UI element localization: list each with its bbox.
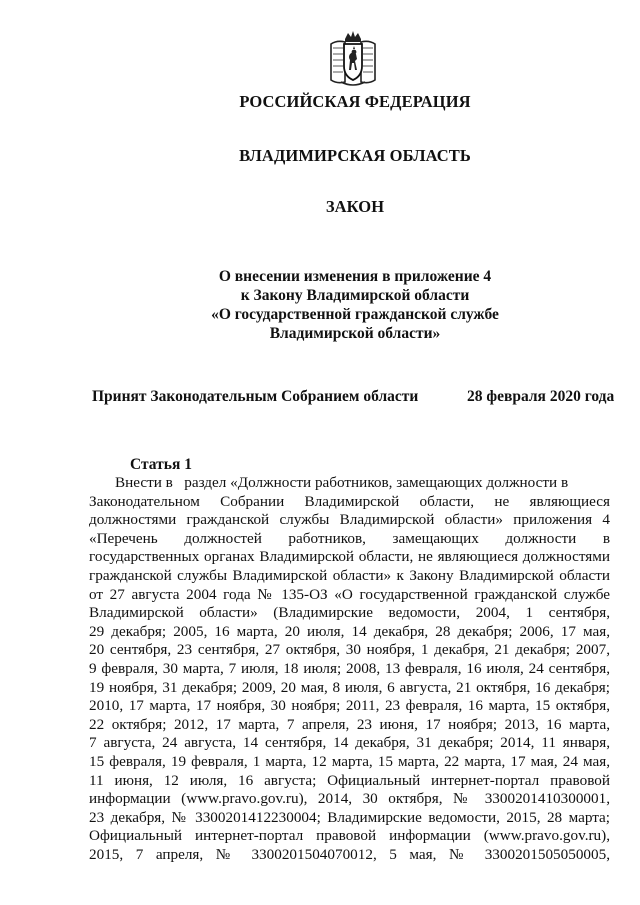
article-line: 2010, 17 марта, 17 ноября, 30 ноября; 2011, 23 февраля, 16 марта, 15 октября, (89, 697, 610, 715)
article-line: от 27 августа 2004 года № 135-ОЗ «О государственной гражданской службе (89, 585, 610, 603)
law-title-line: к Закону Владимирской области (240, 287, 470, 304)
article-line: Официальный интернет-портал правовой информации (www.pravo.gov.ru), (89, 827, 610, 845)
article-line: 22 октября; 2012, 17 марта, 7 апреля, 23 июня, 17 ноября; 2013, 16 марта, (89, 715, 610, 733)
coat-of-arms-icon (327, 30, 379, 88)
law-title-line: Владимирской области» (269, 325, 441, 342)
adopted-by: Принят Законодательным Собранием области (92, 388, 419, 405)
adoption-date: 28 февраля 2020 года (467, 388, 615, 405)
article-line: 7 августа, 24 августа, 14 сентября, 14 декабря, 31 декабря; 2014, 11 января, (89, 734, 610, 752)
article-line: 9 февраля, 30 марта, 7 июля, 18 июля; 2008, 13 февраля, 16 июля, 24 сентября, (89, 659, 610, 677)
region-heading: ВЛАДИМИРСКАЯ ОБЛАСТЬ (239, 146, 471, 165)
law-title (0, 267, 640, 343)
article-line: должностями гражданской службы Владимирской области» приложения 4 (89, 511, 610, 529)
article-line: информации (www.pravo.gov.ru), 2014, 30 октября, № 3300201410300001, (89, 790, 610, 808)
article-line: 2015, 7 апреля, № 3300201504070012, 5 мая, № 3300201505050005, (89, 845, 610, 863)
law-title-line: О внесении изменения в приложение 4 (218, 268, 492, 285)
article-line: 15 февраля, 19 февраля, 1 марта, 12 марта, 15 марта, 22 марта, 17 мая, 24 мая, (89, 752, 610, 770)
article-line: 23 декабря, № 3300201412230004; Владимирские ведомости, 2015, 28 марта; (89, 808, 610, 826)
country-heading: РОССИЙСКАЯ ФЕДЕРАЦИЯ (239, 92, 471, 111)
article-line: Законодательном Собрании Владимирской области, не являющиеся (89, 492, 610, 510)
document-type-heading: ЗАКОН (325, 197, 385, 216)
law-title-line: «О государственной гражданской службе (211, 306, 499, 323)
article-heading: Статья 1 (130, 456, 192, 473)
article-body (89, 474, 610, 864)
article-line: «Перечень должностей работников, замещающих должности в (89, 529, 610, 547)
article-line: Владимирской области» (Владимирские ведомости, 2004, 1 сентября, (89, 604, 610, 622)
article-line: 11 июня, 12 июля, 16 августа; Официальный интернет-портал правовой (89, 771, 610, 789)
article-line: 29 декабря; 2005, 16 марта, 20 июля, 14 декабря, 28 декабря; 2006, 17 мая, (89, 622, 610, 640)
article-line: 19 ноября, 31 декабря; 2009, 20 мая, 8 июля, 6 августа, 21 октября, 16 декабря; (89, 678, 610, 696)
article-line: гражданской службы Владимирской области» к Закону Владимирской области (89, 566, 610, 584)
article-line: государственных органах Владимирской области, не являющиеся должностями (89, 548, 610, 566)
article-line: Внести в раздел «Должности работников, замещающих должности в (115, 474, 569, 491)
article-line: 20 сентября, 23 сентября, 27 октября, 30 ноября, 1 декабря, 21 декабря; 2007, (89, 641, 610, 659)
